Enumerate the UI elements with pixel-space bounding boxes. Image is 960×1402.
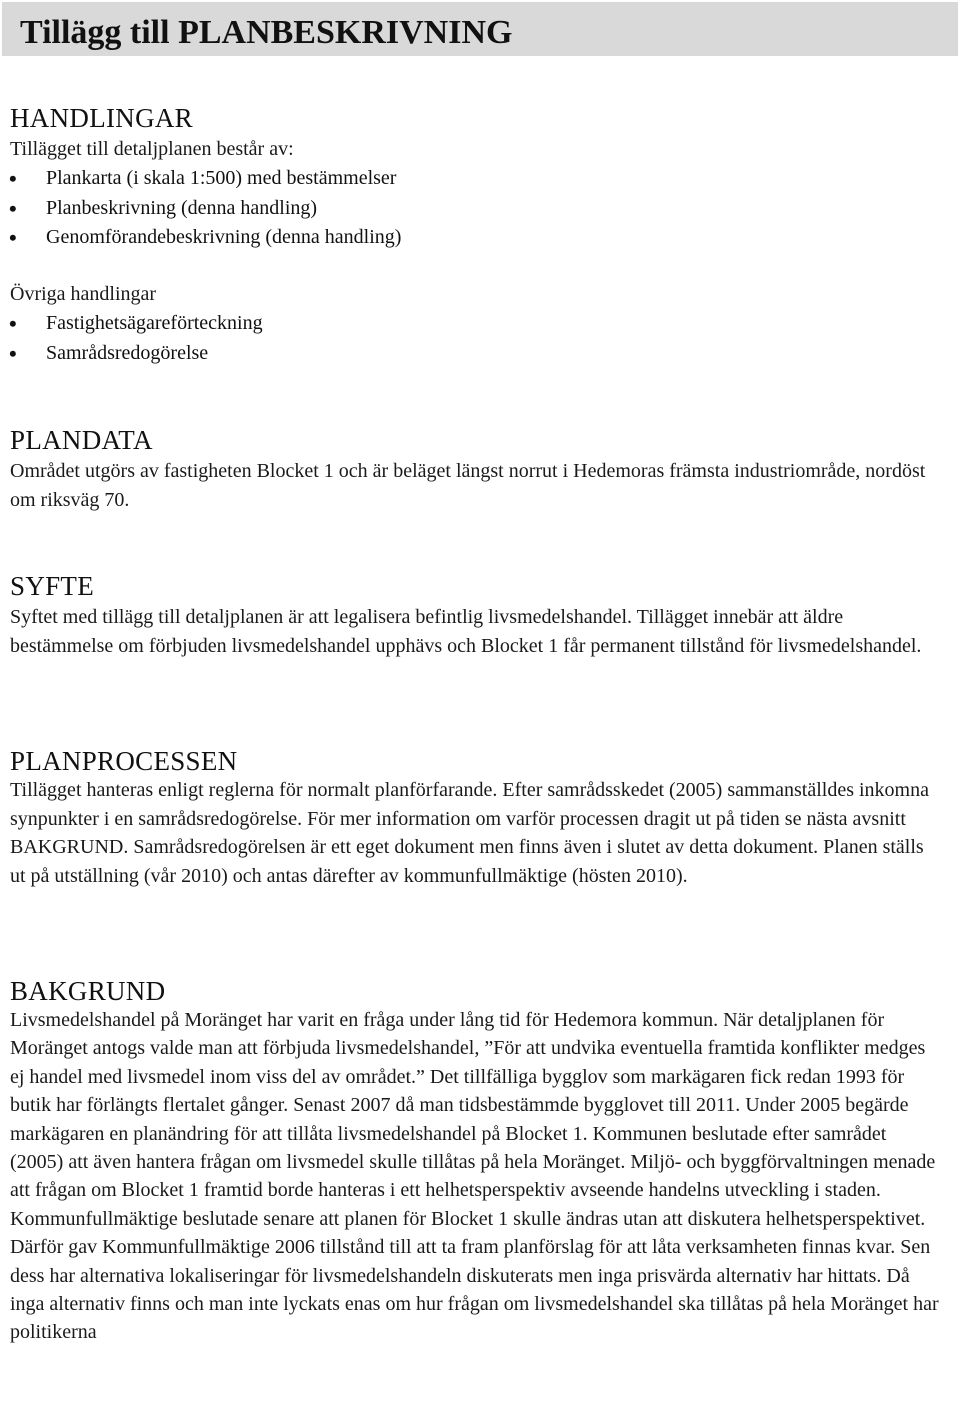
planprocessen-text: Tillägget hanteras enligt reglerna för normalt planförfarande. Efter samrådsskedet (2005) sammanställdes inkomna synpunkter i en samrådsredogörelse. För mer information om varför processen dragit ut på tiden se nästa avsnitt BAKGRUND. Samrådsredogörelsen är ett eget dokument men finns även i slutet av detta dokument. Planen ställs ut på utställning (vår 2010) och antas därefter av kommunfullmäktige (hösten 2010). xyxy=(10,779,929,888)
list-item: • Planbeskrivning (denna handling) xyxy=(10,194,940,224)
heading-syfte: SYFTE xyxy=(10,571,95,601)
list-item: • Genomförandebeskrivning (denna handling) xyxy=(10,223,940,253)
list-item: • Plankarta (i skala 1:500) med bestämmelser xyxy=(10,164,940,194)
heading-handlingar: HANDLINGAR xyxy=(10,103,193,133)
handlingar-list xyxy=(10,164,940,253)
section-ovriga-handlingar xyxy=(10,279,940,368)
section-bakgrund xyxy=(10,975,940,1347)
bakgrund-text: Livsmedelshandel på Moränget har varit en fråga under lång tid för Hedemora kommun. När detaljplanen för Moränget antogs valde man att förbjuda livsmedelshandel, ”För att undvika eventuella framtida konflikter medges ej handel med livsmedel inom viss del av området.” Det tillfälliga bygglov som markägaren fick redan 1993 för butik har förlängts flertalet gånger. Senast 2007 då man tidsbestämmde bygglovet till 2011. Under 2005 begärde markägaren en planändring för att tillåta livsmedelshandel på Blocket 1. Kommunen beslutade efter samrådet (2005) att även hantera frågan om livsmedel skulle tillåtas på hela Moränget. Miljö- och byggförvaltningen menade att frågan om Blocket 1 framtid borde hanteras i ett helhetsperspektiv avseende handelns utveckling i staden. Kommunfullmäktige beslutade senare att planen för Blocket 1 skulle ändras utan att diskutera helhetsperspektivet. Därför gav Kommunfullmäktige 2006 tillstånd till att ta fram planförslag för att låta verksamheten finnas kvar. Sen dess har alternativa lokaliseringar för livsmedelshandeln diskuterats men inga prisvärda alternativ har hittats. Då inga alternativ finns och man inte lyckats enas om hur frågan om livsmedelshandel ska tillåtas på hela Moränget har politikerna xyxy=(10,1009,939,1344)
ovriga-list xyxy=(10,309,940,368)
heading-plandata: PLANDATA xyxy=(10,425,153,455)
heading-planprocessen: PLANPROCESSEN xyxy=(10,746,238,776)
title-bar xyxy=(2,2,958,56)
section-syfte xyxy=(10,570,940,660)
list-item: • Fastighetsägareförteckning xyxy=(10,309,940,339)
document-title: Tillägg till PLANBESKRIVNING xyxy=(20,14,513,51)
section-planprocessen xyxy=(10,745,940,891)
syfte-text: Syftet med tillägg till detaljplanen är att legalisera befintlig livsmedelshandel. Tillägget innebär att äldre bestämmelse om förbjuden livsmedelshandel upphävs och Blocket 1 får permanent tillstånd för livsmedelshandel. xyxy=(10,606,922,657)
list-item: • Samrådsredogörelse xyxy=(10,339,940,369)
section-handlingar xyxy=(10,102,940,253)
section-plandata xyxy=(10,424,940,514)
ovriga-label: Övriga handlingar xyxy=(10,283,157,305)
handlingar-intro: Tillägget till detaljplanen består av: xyxy=(10,138,294,160)
plandata-text: Området utgörs av fastigheten Blocket 1 och är beläget längst norrut i Hedemoras främsta industriområde, nordöst om riksväg 70. xyxy=(10,460,926,511)
heading-bakgrund: BAKGRUND xyxy=(10,976,166,1006)
